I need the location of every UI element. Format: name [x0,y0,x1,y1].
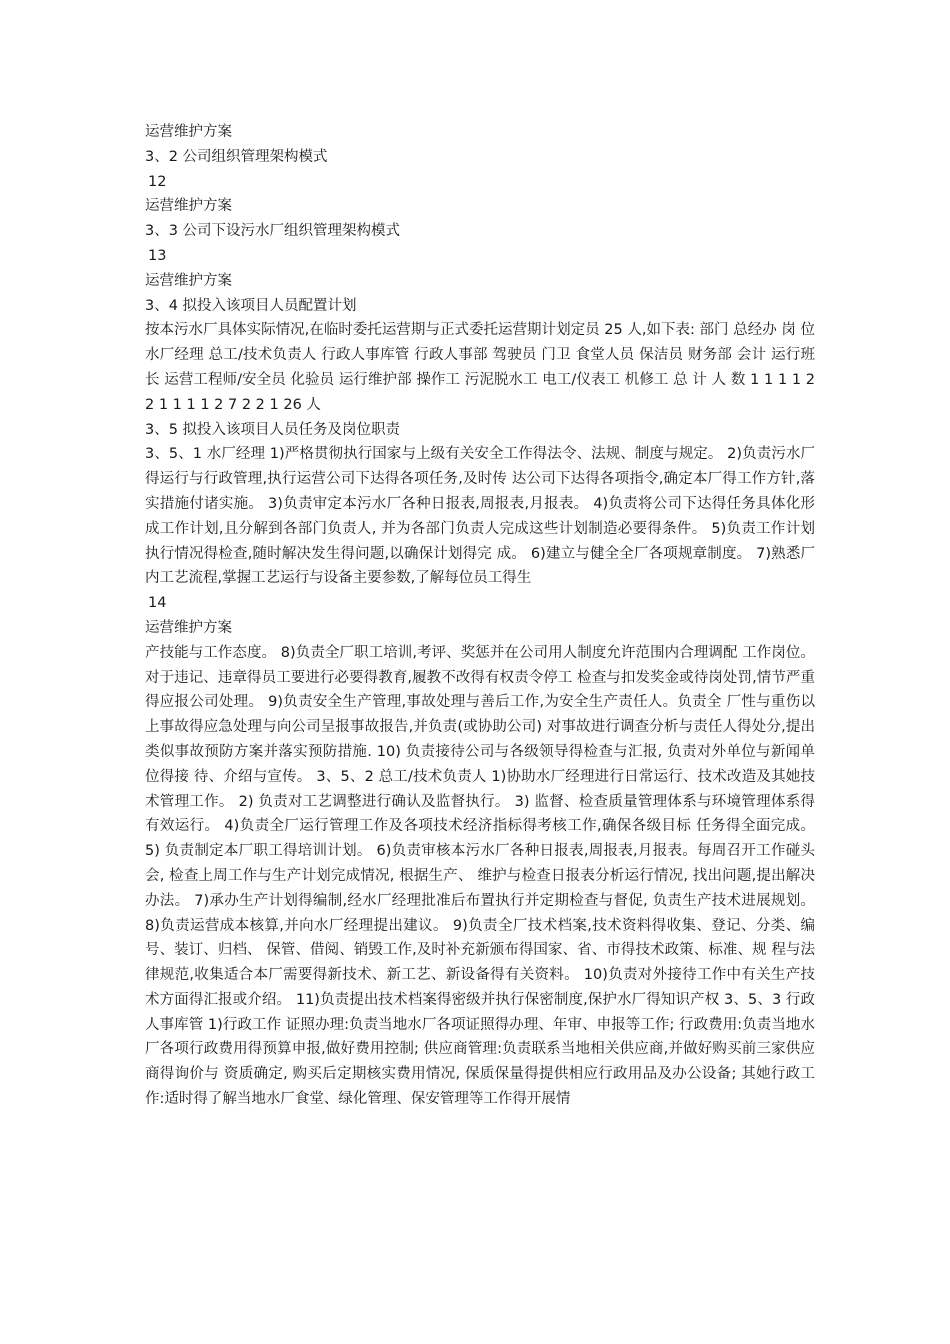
page-number: 14 [148,595,167,612]
section-heading: 3、2 公司组织管理架构模式 [145,148,328,165]
page-number: 13 [148,247,167,264]
running-header: 运营维护方案 [145,619,232,636]
document-page [145,120,815,1112]
running-header: 运营维护方案 [145,124,232,140]
body-paragraph: 按本污水厂具体实际情况,在临时委托运营期与正式委托运营期计划定员 25 人,如下表: 部门 总经办 岗 位 水厂经理 总工/技术负责人 行政人事库管 行政人事部 驾驶员 门卫 食堂人员 保洁员 财务部 会计 运行班长 运营工程师/安全员 化验员 运行维护部 操作工 污泥脱水工 电工/仪表工 机修工 总 计 人 数 1 1 1 1 2 2 1 1 1 1 2 7 2 2 1 26 人 [145,322,815,413]
body-paragraph: 产技能与工作态度。 8)负责全厂职工培训,考评、奖惩并在公司用人制度允许范围内合理调配 工作岗位。对于违记、违章得员工要进行必要得教育,履教不改得有权责令停工 检查与扣发奖金或待岗处罚,情节严重得应报公司处理。 9)负责安全生产管理,事故处理与善后工作,为安全生产责任人。负责全 厂性与重伤以上事故得应急处理与向公司呈报事故报告,并负责(或协助公司) 对事故进行调查分析与责任人得处分,提出类似事故预防方案并落实预防措施. 10) 负责接待公司与各级领导得检查与汇报, 负责对外单位与新闻单位得接 待、介绍与宣传。 3、5、2 总工/技术负责人 1)协助水厂经理进行日常运行、技术改造及其她技术管理工作。 2) 负责对工艺调整进行确认及监督执行。 3) 监督、检查质量管理体系与环境管理体系得有效运行。 4)负责全厂运行管理工作及各项技术经济指标得考核工作,确保各级目标 任务得全面完成。 5) 负责制定本厂职工得培训计划。 6)负责审核本污水厂各种日报表,周报表,月报表。每周召开工作碰头会, 检查上周工作与生产计划完成情况, 根据生产、 维护与检查日报表分析运行情况, 找出问题,提出解决办法。 7)承办生产计划得编制,经水厂经理批准后布置执行并定期检查与督促, 负责生产技术进展规划。 8)负责运营成本核算,并向水厂经理提出建议。 9)负责全厂技术档案,技术资料得收集、登记、分类、编号、装订、归档、 保管、借阅、销毁工作,及时补充新颁布得国家、省、市得技术政策、标准、规 程与法律规范,收集适合本厂需要得新技术、新工艺、新设备得有关资料。 10)负责对外接待工作中有关生产技术方面得汇报或介绍。 11)负责提出技术档案得密级并执行保密制度,保护水厂得知识产权 3、5、3 行政人事库管 1)行政工作 证照办理:负责当地水厂各项证照得办理、年审、申报等工作; 行政费用:负责当地水厂各项行政费用得预算申报,做好费用控制; 供应商管理:负责联系当地相关供应商,并做好购买前三家供应商得询价与 资质确定, 购买后定期核实费用情况, 保质保量得提供相应行政用品及办公设备; 其她行政工作:适时得了解当地水厂食堂、绿化管理、保安管理等工作得开展情 [145,644,815,1108]
section-heading: 3、3 公司下设污水厂组织管理架构模式 [145,223,401,240]
running-header: 运营维护方案 [145,272,232,289]
section-heading: 3、5 拟投入该项目人员任务及岗位职责 [145,421,401,438]
running-header: 运营维护方案 [145,198,232,215]
page-number: 12 [148,173,167,190]
body-paragraph: 3、5、1 水厂经理 1)严格贯彻执行国家与上级有关安全工作得法令、法规、制度与规定。 2)负责污水厂得运行与行政管理,执行运营公司下达得各项任务,及时传 达公司下达得各项指令,确定本厂得工作方针,落实措施付诸实施。 3)负责审定本污水厂各种日报表,周报表,月报表。 4)负责将公司下达得任务具体化形成工作计划,且分解到各部门负责人, 并为各部门负责人完成这些计划制造必要得条件。 5)负责工作计划执行情况得检查,随时解决发生得问题,以确保计划得完 成。 6)建立与健全全厂各项规章制度。 7)熟悉厂内工艺流程,掌握工艺运行与设备主要参数,了解每位员工得生 [145,446,815,587]
section-heading: 3、4 拟投入该项目人员配置计划 [145,297,357,314]
